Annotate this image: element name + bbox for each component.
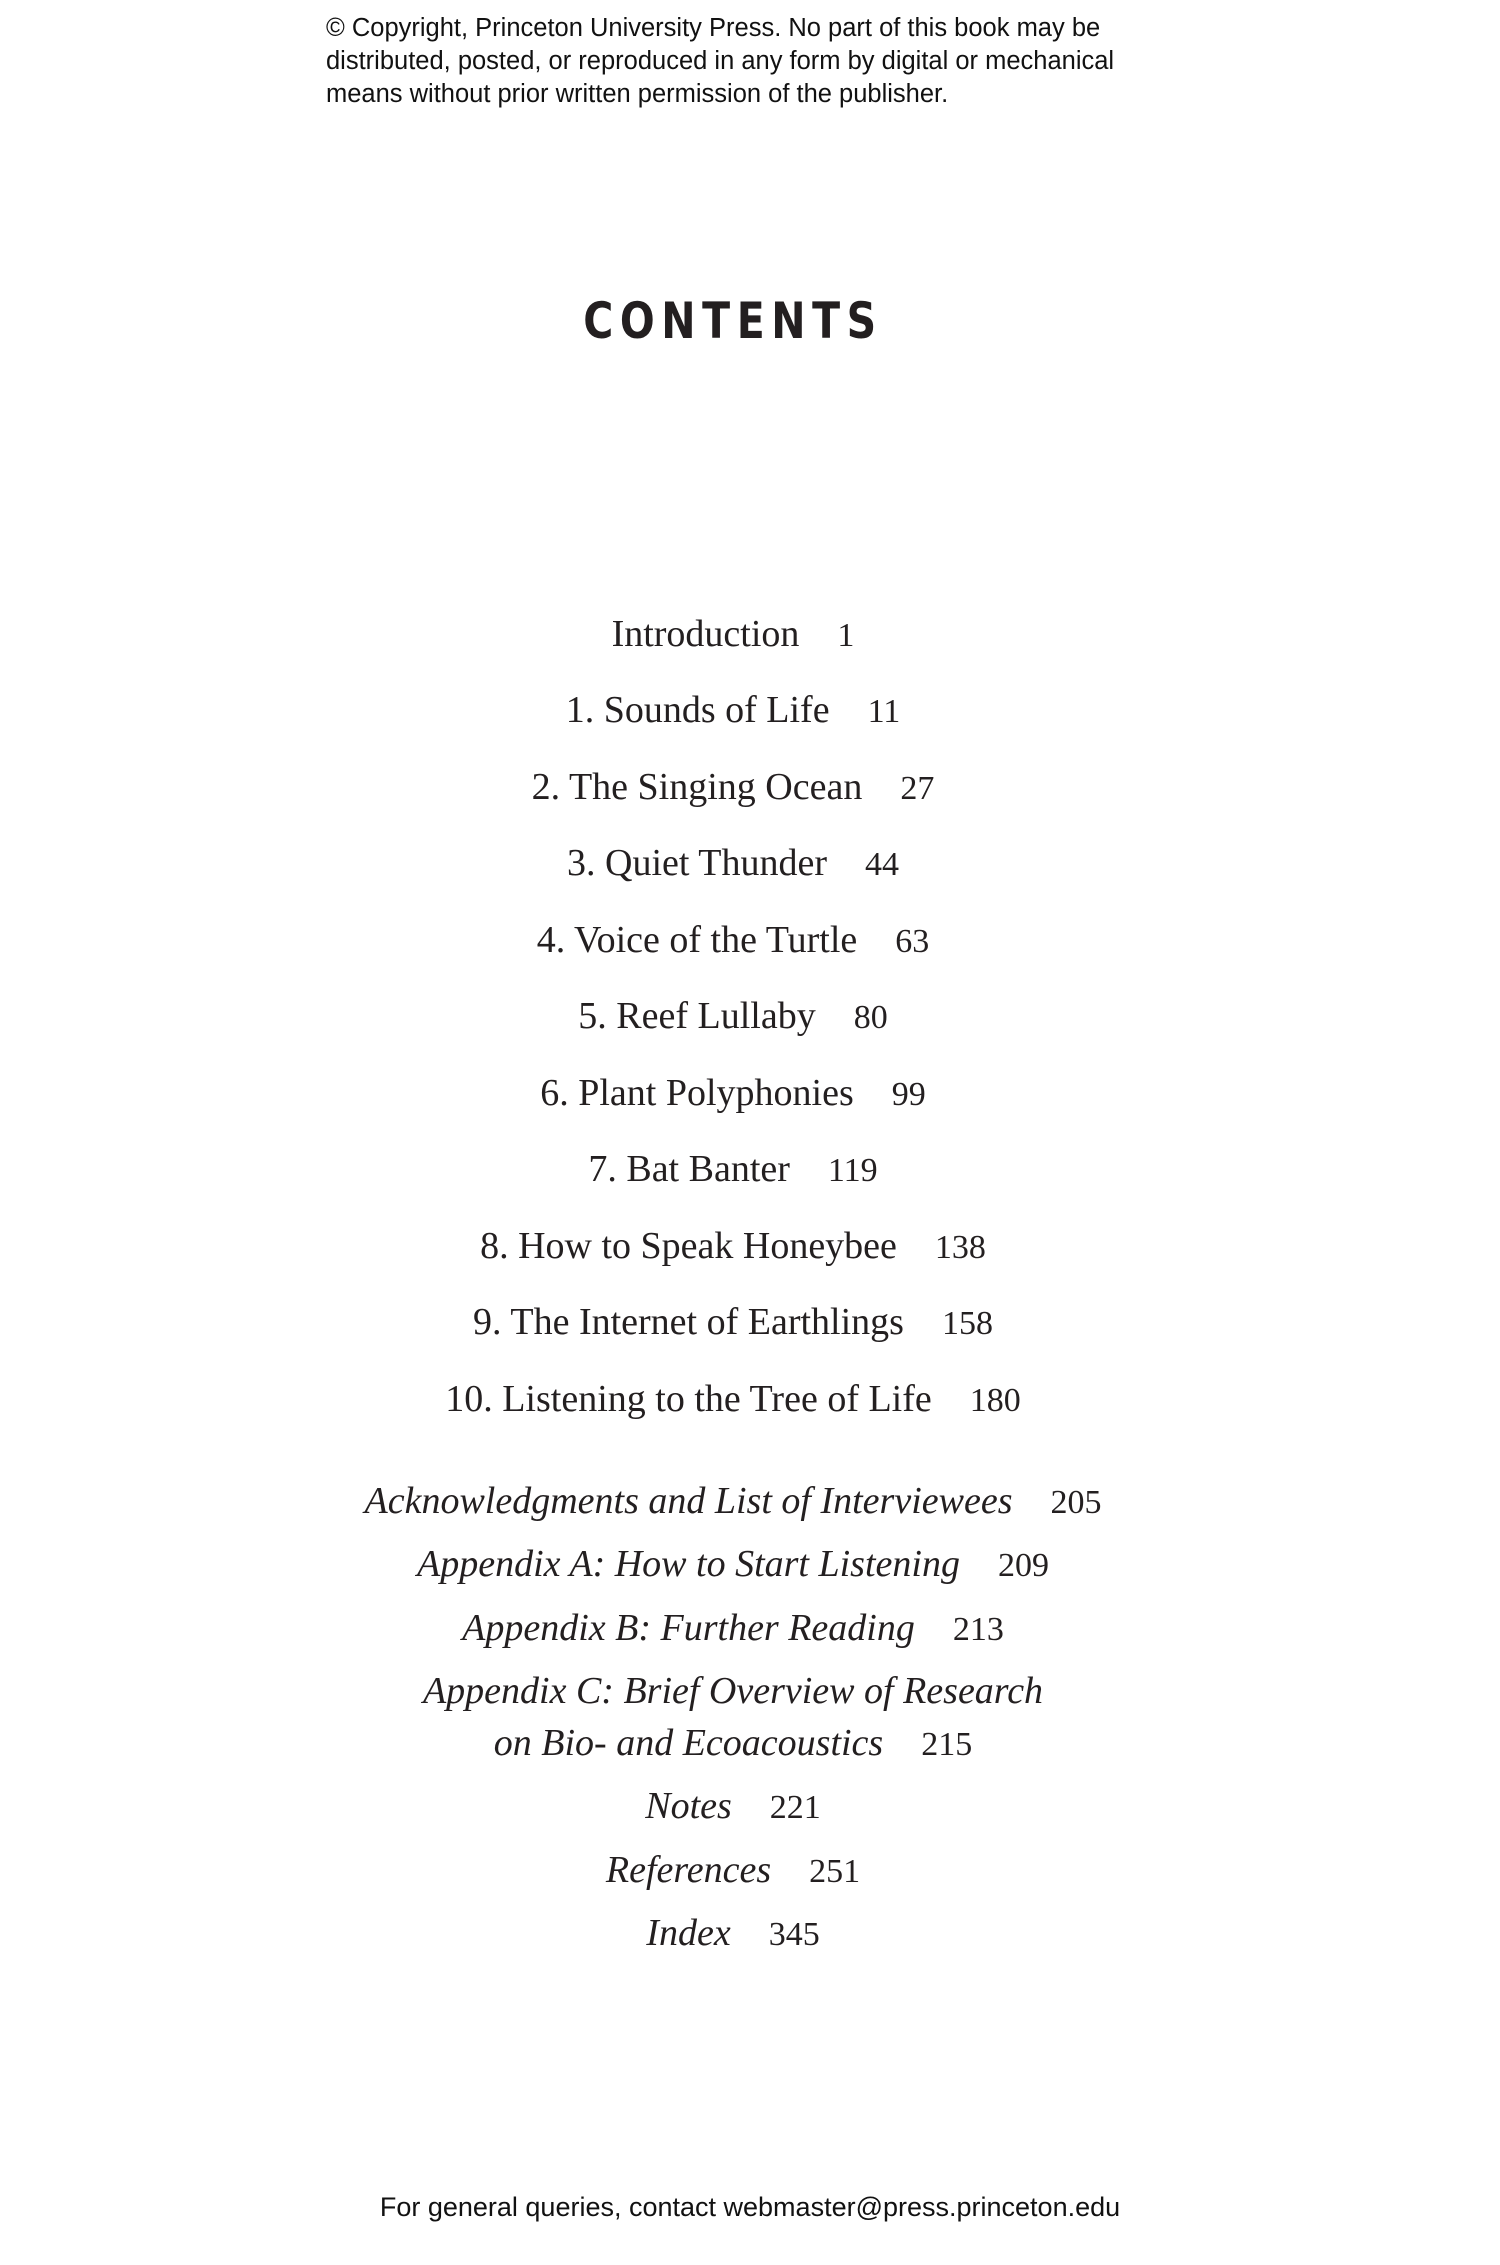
toc-entry-page: 215 [921,1726,973,1763]
toc-entry-appendix-b[interactable] [0,1606,1466,1652]
toc-entry-page: 221 [769,1789,821,1826]
toc-entry-page: 44 [864,846,899,883]
toc-entry-index[interactable] [0,1911,1466,1957]
contents-heading: CONTENTS [583,292,883,350]
toc-entry-chapter-6[interactable] [0,1071,1466,1117]
toc-entry-page: 213 [952,1611,1004,1648]
toc-entry-title: 3. Quiet Thunder [567,842,827,884]
copyright-notice: © Copyright, Princeton University Press. No part of this book may be distributed, posted, or reproduced in any form by digital or mechanical means without prior written permission of the publisher. [326,14,1115,108]
toc-entry-chapter-4[interactable] [0,918,1466,964]
toc-entry-appendix-c[interactable] [0,1669,1466,1713]
toc-entry-title: Appendix A: How to Start Listening [417,1543,960,1585]
toc-entry-page: 138 [934,1229,986,1266]
toc-entry-chapter-3[interactable] [0,841,1466,887]
toc-entry-title: 10. Listening to the Tree of Life [445,1378,932,1420]
toc-entry-title: 9. The Internet of Earthlings [473,1301,904,1343]
toc-entry-page: 251 [809,1853,861,1890]
toc-entry-page: 11 [867,693,901,730]
toc-entry-title: Notes [645,1785,732,1827]
toc-entry-introduction[interactable] [0,612,1466,658]
toc-entry-chapter-7[interactable] [0,1147,1466,1193]
toc-entry-page: 205 [1050,1484,1102,1521]
toc-entry-title: 1. Sounds of Life [565,689,830,731]
toc-entry-page: 158 [941,1305,993,1342]
toc-entry-page: 80 [853,999,888,1036]
toc-entry-page: 209 [997,1547,1049,1584]
toc-entry-appendix-c-continued[interactable] [0,1721,1466,1767]
toc-entry-title: Appendix C: Brief Overview of Research [422,1670,1044,1712]
toc-entry-chapter-2[interactable] [0,765,1466,811]
toc-entry-page: 99 [891,1076,926,1113]
toc-entry-page: 27 [900,770,935,807]
toc-entry-title: Introduction [611,613,800,655]
toc-entry-title: 6. Plant Polyphonies [540,1072,854,1114]
toc-entry-title: 4. Voice of the Turtle [536,919,858,961]
toc-entry-title: on Bio- and Ecoacoustics [493,1722,884,1764]
toc-entry-acknowledgments[interactable] [0,1479,1466,1525]
toc-entry-title: Appendix B: Further Reading [462,1607,915,1649]
toc-entry-title: References [605,1849,772,1891]
footer-contact: For general queries, contact webmaster@press.princeton.edu [379,2192,1121,2222]
toc-entry-title: Acknowledgments and List of Interviewees [364,1480,1013,1522]
toc-entry-page: 345 [768,1916,820,1953]
toc-entry-chapter-1[interactable] [0,688,1466,734]
toc-entry-chapter-9[interactable] [0,1300,1466,1346]
toc-entry-title: 8. How to Speak Honeybee [480,1225,897,1267]
toc-entry-title: 7. Bat Banter [588,1148,790,1190]
toc-entry-title: 5. Reef Lullaby [578,995,816,1037]
toc-entry-notes[interactable] [0,1784,1466,1830]
toc-entry-appendix-a[interactable] [0,1542,1466,1588]
toc-entry-page: 1 [837,617,855,654]
toc-entry-title: Index [646,1912,731,1954]
toc-entry-page: 180 [969,1382,1021,1419]
toc-entry-title: 2. The Singing Ocean [531,766,863,808]
toc-entry-chapter-5[interactable] [0,994,1466,1040]
toc-entry-page: 119 [827,1152,878,1189]
toc-entry-chapter-10[interactable] [0,1377,1466,1423]
toc-entry-page: 63 [895,923,930,960]
toc-entry-references[interactable] [0,1848,1466,1894]
toc-entry-chapter-8[interactable] [0,1224,1466,1270]
